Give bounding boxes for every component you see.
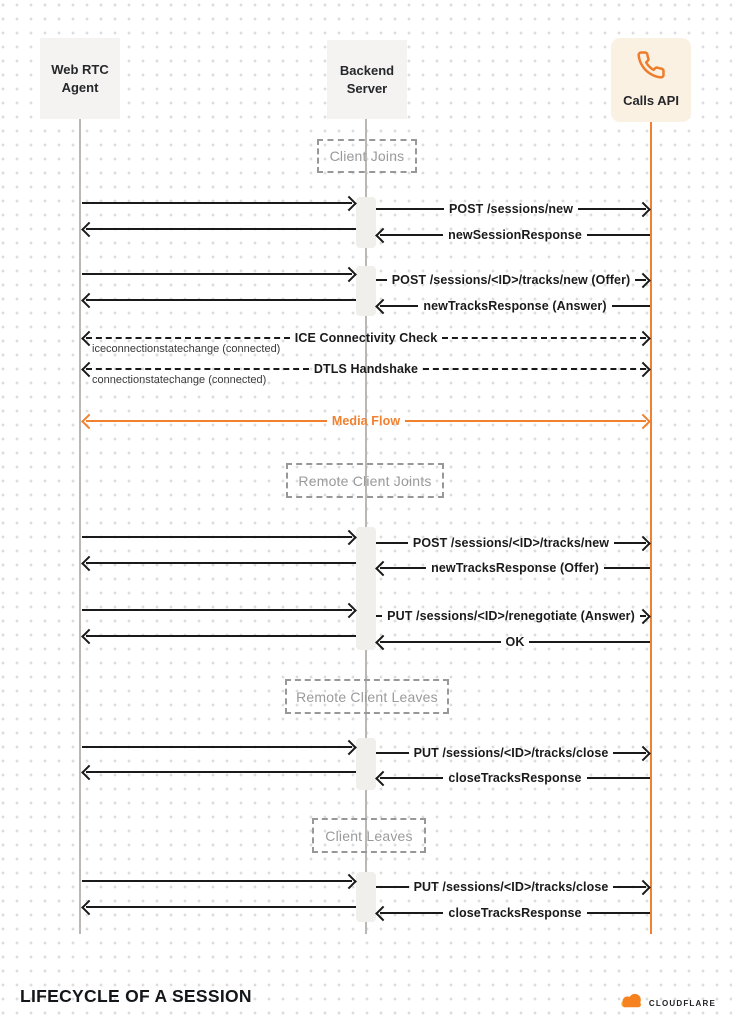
section-label: Client Leaves (325, 827, 413, 844)
message-label: POST /sessions/<ID>/tracks/new (Offer) (391, 273, 631, 287)
message-label: PUT /sessions/<ID>/renegotiate (Answer) (387, 609, 635, 623)
message-label: POST /sessions/new (448, 202, 574, 216)
arrow-post-sessions-new (376, 199, 650, 219)
arrow-put-tracks-close (376, 877, 650, 897)
section-client-leaves (312, 818, 426, 853)
actor-web-rtc-agent (40, 38, 120, 119)
arrow-new-tracks-response-offer (376, 558, 650, 578)
arrow-agent-to-backend (82, 871, 356, 891)
arrow-ok-response (376, 632, 650, 652)
activation-bar (356, 872, 376, 922)
message-label: closeTracksResponse (448, 771, 582, 785)
phone-icon (636, 50, 666, 85)
ice-event-label: iceconnectionstatechange (connected) (92, 343, 281, 355)
actor-label: Web RTC (51, 61, 109, 77)
actor-label: Agent (61, 79, 99, 95)
arrow-new-session-response (376, 225, 650, 245)
arrow-agent-to-backend (82, 600, 356, 620)
message-label: PUT /sessions/<ID>/tracks/close (413, 746, 609, 760)
arrow-backend-to-agent (82, 626, 356, 646)
arrow-post-tracks-new (376, 533, 650, 553)
activation-bar (356, 527, 376, 650)
section-label: Remote Client Leaves (296, 688, 438, 705)
arrow-backend-to-agent (82, 897, 356, 917)
cloudflare-brand (618, 993, 716, 1013)
arrow-close-tracks-response (376, 768, 650, 788)
actor-calls-api (611, 38, 691, 122)
arrow-backend-to-agent (82, 219, 356, 239)
section-remote-client-joins (286, 463, 444, 498)
section-client-joins (317, 139, 417, 173)
message-label: newTracksResponse (Answer) (423, 299, 607, 313)
actor-label: Server (346, 80, 388, 96)
section-label: Remote Client Joints (298, 472, 432, 489)
dtls-event-label: connectionstatechange (connected) (92, 374, 267, 386)
webrtc-agent-lifeline (79, 119, 81, 934)
message-label: newTracksResponse (Offer) (431, 561, 599, 575)
arrow-post-tracks-new-offer (376, 270, 650, 290)
section-remote-client-leaves (285, 679, 449, 714)
message-label: Media Flow (331, 414, 401, 428)
arrow-new-tracks-response-answer (376, 296, 650, 316)
actor-label: Backend (339, 62, 395, 78)
message-label: ICE Connectivity Check (294, 331, 438, 345)
arrow-put-tracks-close (376, 743, 650, 763)
arrow-agent-to-backend (82, 264, 356, 284)
arrow-agent-to-backend (82, 193, 356, 213)
activation-bar (356, 266, 376, 316)
arrow-agent-to-backend (82, 527, 356, 547)
arrow-backend-to-agent (82, 762, 356, 782)
calls-api-lifeline (650, 122, 652, 934)
cloudflare-wordmark: CLOUDFLARE (648, 998, 716, 1008)
arrow-agent-to-backend (82, 737, 356, 757)
actor-backend-server (327, 40, 407, 119)
message-label: OK (505, 635, 525, 649)
message-label: newSessionResponse (448, 228, 582, 242)
diagram-title: LIFECYCLE OF A SESSION (20, 986, 252, 1006)
message-label: PUT /sessions/<ID>/tracks/close (413, 880, 609, 894)
arrow-close-tracks-response (376, 903, 650, 923)
message-label: closeTracksResponse (448, 906, 582, 920)
section-label: Client Joins (329, 148, 405, 164)
arrow-backend-to-agent (82, 290, 356, 310)
arrow-media-flow (82, 411, 650, 431)
actor-label: Calls API (623, 93, 679, 108)
arrow-backend-to-agent (82, 553, 356, 573)
message-label: POST /sessions/<ID>/tracks/new (412, 536, 610, 550)
cloudflare-logo-icon (618, 993, 645, 1013)
arrow-put-renegotiate (376, 606, 650, 626)
message-label: DTLS Handshake (313, 362, 419, 376)
activation-bar (356, 197, 376, 248)
activation-bar (356, 738, 376, 790)
